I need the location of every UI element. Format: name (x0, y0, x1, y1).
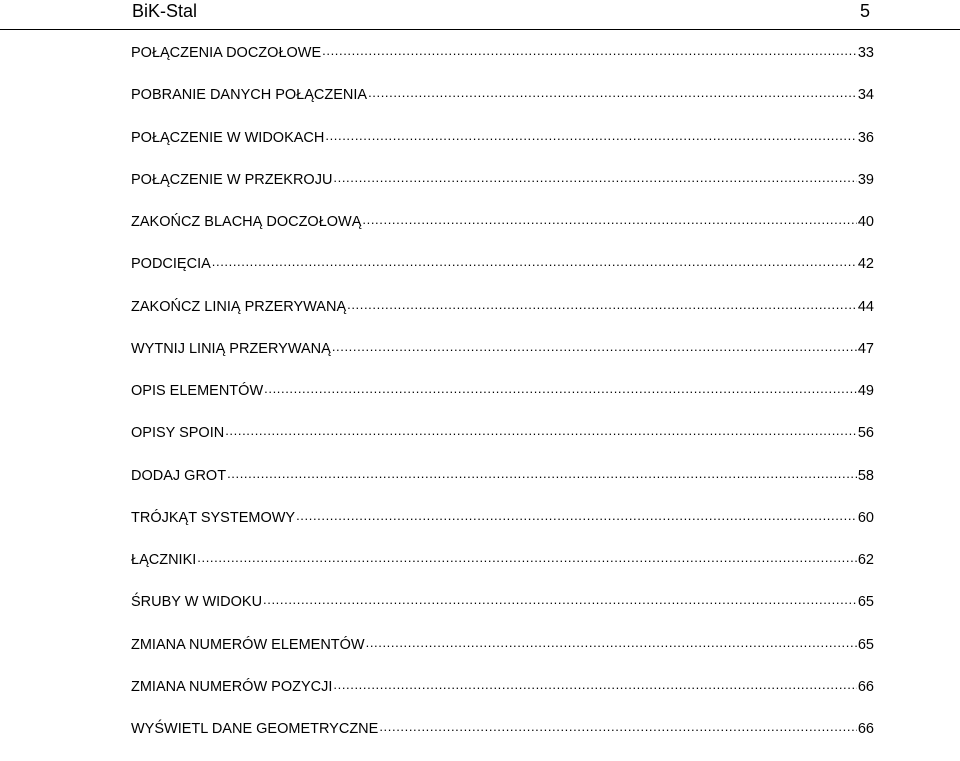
toc-entry-polaczenie-w-przekroju[interactable] (131, 170, 874, 212)
toc-dot-leader (296, 508, 857, 522)
toc-entry-page: 56 (857, 425, 874, 442)
toc-dot-leader (333, 170, 856, 184)
toc-entry-title: DODAJ GROT (131, 467, 227, 484)
toc-entry-title: POŁĄCZENIE W WIDOKACH (131, 129, 325, 146)
toc-entry-page: 47 (857, 340, 874, 357)
toc-dot-leader (264, 381, 857, 395)
toc-entry-page: 62 (857, 552, 874, 568)
toc-entry-zmiana-numerow-elementow[interactable] (131, 635, 874, 677)
toc-dot-leader (366, 635, 857, 649)
toc-dot-leader (263, 592, 857, 606)
toc-entry-polaczenie-w-widokach[interactable] (131, 128, 874, 170)
toc-entry-page: 44 (857, 298, 874, 315)
toc-entry-page: 58 (857, 467, 874, 484)
toc-entry-page: 36 (857, 129, 874, 146)
toc-entry-page: 66 (857, 678, 874, 695)
toc-entry-title: ZAKOŃCZ LINIĄ PRZERYWANĄ (131, 298, 347, 315)
toc-dot-leader (333, 677, 856, 691)
toc-entry-title: WYŚWIETL DANE GEOMETRYCZNE (131, 721, 379, 737)
toc-entry-title: ZMIANA NUMERÓW ELEMENTÓW (131, 636, 365, 653)
toc-entry-laczniki[interactable] (131, 550, 874, 592)
page-header (0, 0, 960, 30)
toc-entry-page: 65 (857, 594, 874, 611)
toc-entry-page: 33 (857, 45, 874, 61)
toc-entry-wyswietl-dane-geometryczne[interactable] (131, 719, 874, 761)
toc-entry-title: TRÓJKĄT SYSTEMOWY (131, 509, 296, 526)
toc-dot-leader (362, 212, 856, 226)
toc-dot-leader (325, 128, 857, 142)
toc-entry-opis-elementow[interactable] (131, 381, 874, 423)
toc-entry-zmiana-numerow-pozycji[interactable] (131, 677, 874, 719)
toc-entry-title: POŁĄCZENIA DOCZOŁOWE (131, 45, 322, 61)
toc-entry-title: ŁĄCZNIKI (131, 552, 197, 568)
toc-dot-leader (322, 43, 857, 57)
toc-dot-leader (197, 550, 857, 564)
toc-dot-leader (332, 339, 857, 353)
toc-entry-zakoncz-linia-przerywana[interactable] (131, 297, 874, 339)
toc-entry-title: ZMIANA NUMERÓW POZYCJI (131, 678, 333, 695)
toc-entry-title: OPIS ELEMENTÓW (131, 383, 264, 399)
toc-entry-page: 40 (857, 214, 874, 230)
toc-entry-page: 60 (857, 509, 874, 526)
document-title: BiK-Stal (132, 1, 198, 21)
toc-dot-leader (347, 297, 857, 311)
toc-entry-wytnij-linia-przerywana[interactable] (131, 339, 874, 381)
toc-entry-title: POBRANIE DANYCH POŁĄCZENIA (131, 87, 368, 104)
toc-entry-opisy-spoin[interactable] (131, 423, 874, 465)
toc-entry-title: WYTNIJ LINIĄ PRZERYWANĄ (131, 340, 331, 357)
toc-entry-title: OPISY SPOIN (131, 425, 225, 442)
toc-entry-trojkat-systemowy[interactable] (131, 508, 874, 550)
toc-entry-title: POŁĄCZENIE W PRZEKROJU (131, 171, 333, 188)
toc-entry-page: 39 (857, 171, 874, 188)
toc-entry-title: PODCIĘCIA (131, 256, 211, 273)
toc-entry-title: ŚRUBY W WIDOKU (131, 594, 263, 611)
toc-entry-page: 42 (857, 256, 874, 273)
toc-entry-pobranie-danych-polaczenia[interactable] (131, 85, 874, 127)
toc-entry-page: 34 (857, 87, 874, 104)
page-number: 5 (859, 1, 870, 21)
toc-entry-sruby-w-widoku[interactable] (131, 592, 874, 634)
toc-entry-page: 65 (857, 636, 874, 653)
toc-dot-leader (368, 85, 857, 99)
toc-entry-dodaj-grot[interactable] (131, 466, 874, 508)
toc-entry-page: 66 (857, 721, 874, 737)
toc-entry-title: ZAKOŃCZ BLACHĄ DOCZOŁOWĄ (131, 214, 362, 230)
toc-dot-leader (225, 423, 857, 437)
toc-dot-leader (212, 254, 857, 268)
toc-entry-page: 49 (857, 383, 874, 399)
toc-entry-podciecia[interactable] (131, 254, 874, 296)
toc-dot-leader (227, 466, 857, 480)
toc-entry-polaczenia-doczolowe[interactable] (131, 43, 874, 85)
table-of-contents (131, 43, 874, 761)
toc-entry-zakoncz-blacha-doczolowa[interactable] (131, 212, 874, 254)
toc-dot-leader (379, 719, 857, 733)
